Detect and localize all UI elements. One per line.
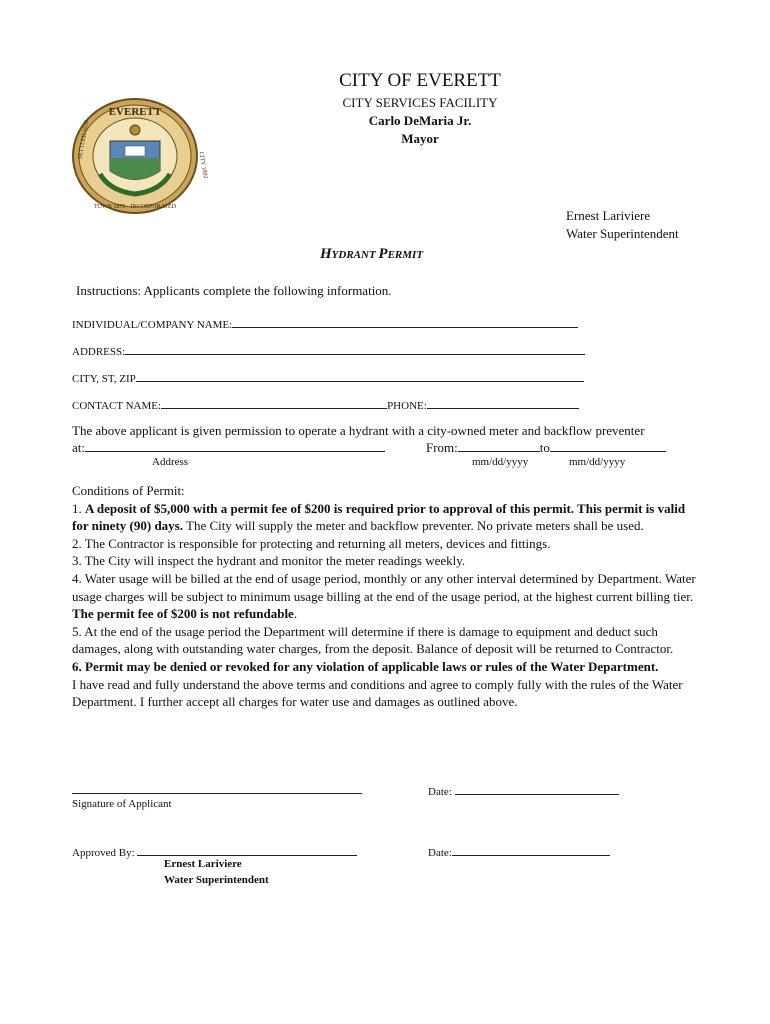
applicant-date-row (428, 783, 619, 798)
applicant-signature-line[interactable] (72, 781, 362, 799)
permit-title: HYDRANT PERMIT (320, 246, 424, 262)
applicant-date-label: Date: (428, 786, 452, 798)
applicant-date-line[interactable] (455, 783, 619, 795)
address-caption: Address (152, 456, 189, 468)
at-label: at: (72, 440, 85, 455)
superintendent-title: Water Superintendent (566, 226, 679, 241)
condition-1: 1. A deposit of $5,000 with a permit fee of $200 is required prior to approval of this permit. This permit is valid for ninety (90) days. The City will supply the meter and backflow preventer. No private meters shall be used. (72, 500, 686, 534)
address-field-row (72, 343, 585, 358)
city-field-row (72, 370, 584, 385)
superintendent-name: Ernest Lariviere (566, 208, 651, 223)
conditions-heading: Conditions of Permit: (72, 483, 185, 498)
to-label: to (539, 440, 550, 455)
seal-bottom-text: TOWN 1870 · INCORPORATED (93, 204, 177, 210)
date-range-row (426, 439, 666, 456)
facility-name: CITY SERVICES FACILITY (342, 95, 498, 110)
approval-date-line[interactable] (452, 844, 610, 856)
from-date-line[interactable] (458, 439, 540, 452)
applicant-signature-caption: Signature of Applicant (72, 798, 172, 810)
city-label: CITY, ST, ZIP (72, 373, 136, 385)
approved-by-row (72, 844, 357, 859)
name-field-row (72, 316, 578, 331)
address-input-line[interactable] (125, 343, 585, 355)
approval-date-row (428, 844, 610, 859)
from-label: From: (426, 440, 458, 455)
seal-right-text: CITY 1892 (197, 151, 209, 180)
approver-signature-line[interactable] (137, 844, 357, 856)
approved-by-label: Approved By: (72, 847, 135, 859)
permission-row (72, 439, 385, 456)
seal-left-text: SETTLED 1630 (77, 119, 91, 160)
condition-5: 5. At the end of the usage period the Department will determine if there is damage to equipment and deduct such damages, along with outstanding water charges, from the deposit. Balance of deposit will be returned to Contractor. (72, 623, 674, 657)
condition-2: 2. The Contractor is responsible for protecting and returning all meters, devices and fittings. (72, 535, 551, 551)
approver-title: Water Superintendent (164, 874, 269, 886)
city-title: CITY OF EVERETT (339, 70, 501, 91)
city-seal (70, 96, 209, 216)
condition-4: 4. Water usage will be billed at the end of usage period, monthly or any other interval determined by Department. Water usage charges will be subject to minimum usage billing at the end of the usage period, at the highest current billing tier. The permit fee of $200 is not refundable. (72, 570, 696, 622)
contact-label: CONTACT NAME: (72, 400, 162, 412)
mayor-name: Carlo DeMaria Jr. (368, 113, 472, 128)
name-input-line[interactable] (232, 316, 578, 328)
approver-name: Ernest Lariviere (164, 858, 242, 870)
name-label: INDIVIDUAL/COMPANY NAME: (72, 319, 233, 331)
to-date-caption: mm/dd/yyyy (569, 456, 626, 468)
phone-label: PHONE: (387, 400, 427, 412)
phone-input-line[interactable] (427, 397, 579, 409)
conditions-block (72, 482, 702, 711)
mayor-title: Mayor (401, 131, 439, 146)
instructions: Instructions: Applicants complete the following information. (76, 283, 392, 298)
from-date-caption: mm/dd/yyyy (472, 456, 529, 468)
to-date-line[interactable] (550, 439, 666, 452)
city-input-line[interactable] (136, 370, 584, 382)
agreement-statement: I have read and fully understand the above terms and conditions and agree to comply fully with the rules of the Water Department. I further accept all charges for water use and damages as outlined above. (72, 676, 683, 710)
approval-date-label: Date: (428, 847, 452, 859)
contact-field-row (72, 397, 579, 412)
permission-statement: The above applicant is given permission to operate a hydrant with a city-owned meter and backflow preventer (72, 423, 645, 438)
location-input-line[interactable] (85, 439, 385, 452)
condition-3: 3. The City will inspect the hydrant and monitor the meter readings weekly. (72, 553, 466, 569)
contact-input-line[interactable] (161, 397, 387, 409)
condition-6: 6. Permit may be denied or revoked for any violation of applicable laws or rules of the Water Department. (72, 658, 659, 674)
address-label: ADDRESS: (72, 346, 126, 358)
seal-top-text: EVERETT (108, 106, 162, 118)
